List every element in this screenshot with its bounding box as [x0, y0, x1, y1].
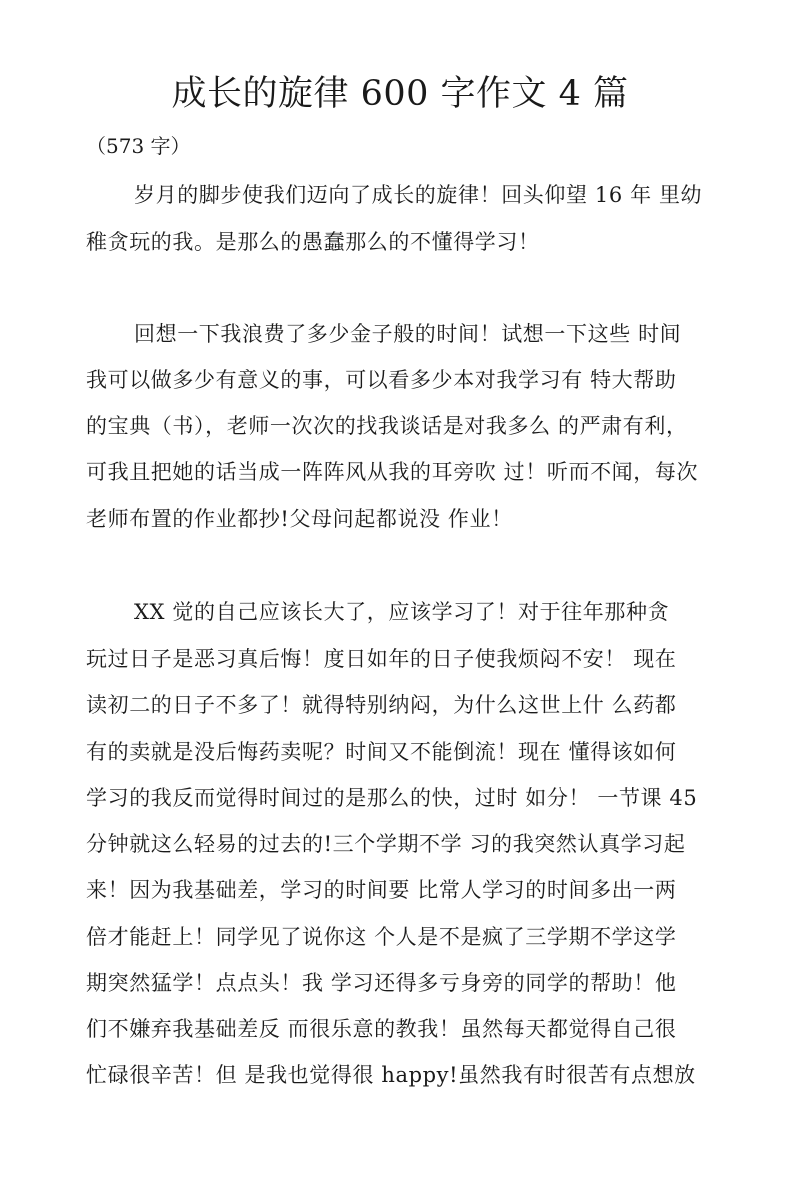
word-count: （573 字）: [86, 134, 191, 158]
paragraph-line: 我可以做多少有意义的事，可以看多少本对我学习有 特大帮助: [86, 368, 677, 392]
paragraph-line: 们不嫌弃我基础差反 而很乐意的教我！虽然每天都觉得自己很: [86, 1017, 677, 1041]
paragraph-line: 回想一下我浪费了多少金子般的时间！试想一下这些 时间: [134, 322, 682, 346]
paragraph-line: 倍才能赶上！同学见了说你这 个人是不是疯了三学期不学这学: [86, 925, 677, 949]
paragraph-line: 分钟就这么轻易的过去的!三个学期不学 习的我突然认真学习起: [86, 832, 686, 856]
paragraph-line: 的宝典（书），老师一次次的找我谈话是对我多么 的严肃有利，: [86, 414, 688, 438]
paragraph-line: 读初二的日子不多了！就得特别纳闷，为什么这世上什 么药都: [86, 693, 677, 717]
paragraph-line: 稚贪玩的我。是那么的愚蠢那么的不懂得学习！: [86, 230, 540, 254]
paragraph-line: 忙碌很辛苦！但 是我也觉得很 happy!虽然我有时很苦有点想放: [86, 1063, 696, 1087]
paragraph-line: 学习的我反而觉得时间过的是那么的快，过时 如分！ 一节课 45: [86, 786, 698, 810]
paragraph-line: 可我且把她的话当成一阵阵风从我的耳旁吹 过！听而不闻，每次: [86, 460, 699, 484]
paragraph-line: 玩过日子是恶习真后悔！度日如年的日子使我烦闷不安！ 现在: [86, 647, 677, 671]
paragraph-line: 期突然猛学！点点头！我 学习还得多亏身旁的同学的帮助！他: [86, 971, 677, 995]
paragraph-line: 老师布置的作业都抄!父母问起都说没 作业！: [86, 507, 513, 531]
paragraph-line: 岁月的脚步使我们迈向了成长的旋律！回头仰望 16 年 里幼: [134, 183, 703, 207]
paragraph-line: XX 觉的自己应该长大了，应该学习了！对于往年那种贪: [134, 600, 670, 624]
paragraph-line: 来！因为我基础差，学习的时间要 比常人学习的时间多出一两: [86, 878, 677, 902]
paragraph-line: 有的卖就是没后悔药卖呢？时间又不能倒流！现在 懂得该如何: [86, 740, 677, 764]
document-title: 成长的旋律 600 字作文 4 篇: [171, 74, 629, 114]
